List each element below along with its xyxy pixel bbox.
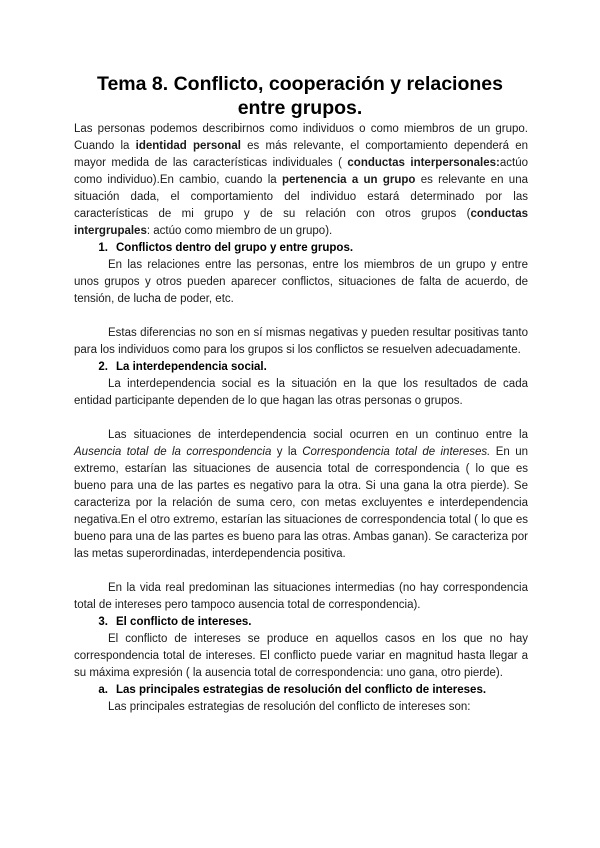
section-1-title: Conflictos dentro del grupo y entre grupos. xyxy=(116,242,354,254)
section-1-number: 1. xyxy=(98,242,108,254)
spacer xyxy=(74,563,528,580)
intro-text-4: es relevante en una situación dada, el comportamiento del individuo estará determinado por las características de mi grupo y de su relación con otros grupos ( xyxy=(74,174,528,220)
intro-text-5: : actúo como miembro de un grupo). xyxy=(146,225,333,237)
section-2-title: La interdependencia social. xyxy=(116,361,267,373)
spacer xyxy=(74,410,528,427)
section-3a-paragraph-1: Las principales estrategias de resolución del conflicto de intereses son: xyxy=(108,701,471,713)
section-2-text-a: Las situaciones de interdependencia social ocurren en un continuo entre la xyxy=(108,429,528,441)
section-1-paragraph-2: Estas diferencias no son en sí mismas negativas y pueden resultar positivas tanto para los individuos como para los grupos si los conflictos se resuelven adecuadamente. xyxy=(74,327,528,356)
intro-bold-2: conductas interpersonales: xyxy=(347,157,500,169)
intro-bold-3: pertenencia a un grupo xyxy=(281,174,416,186)
section-3a-number: a. xyxy=(98,684,108,696)
page-title: Tema 8. Conflicto, cooperación y relaciones entre grupos. xyxy=(96,73,503,119)
intro-text-3: actúo como individuo).En cambio, cuando la xyxy=(74,157,528,186)
section-2-italic-1: Ausencia total de la correspondencia xyxy=(74,446,272,458)
intro-text-1: Las personas podemos describirnos como individuos o como miembros de un grupo. Cuando la xyxy=(74,123,528,152)
section-2-number: 2. xyxy=(98,361,108,373)
section-3-paragraph-1: El conflicto de intereses se produce en aquellos casos en los que no hay correspondencia total de intereses. El conflicto puede variar en magnitud hasta llegar a su máxima expresión ( la ausencia total de correspondencia: uno gana, otro pierde). xyxy=(74,633,528,679)
section-3-heading xyxy=(74,614,528,631)
section-2-heading xyxy=(74,359,528,376)
section-3-number: 3. xyxy=(98,616,108,628)
section-2-paragraph-3: En la vida real predominan las situaciones intermedias (no hay correspondencia total de intereses pero tampoco ausencia total de correspondencia). xyxy=(74,582,528,611)
section-3-title: El conflicto de intereses. xyxy=(116,616,252,628)
section-2-italic-2: Correspondencia total de intereses. xyxy=(302,446,491,458)
section-1-paragraph-1: En las relaciones entre las personas, entre los miembros de un grupo y entre unos grupos y otros pueden aparecer conflictos, situaciones de falta de acuerdo, de tensión, de lucha de poder, etc. xyxy=(74,259,528,305)
section-3a-heading xyxy=(74,682,528,699)
section-1-heading xyxy=(74,240,528,257)
spacer xyxy=(74,308,528,325)
intro-text-2: es más relevante, el comportamiento dependerá en mayor medida de las características individuales ( xyxy=(74,140,529,169)
section-2-paragraph-1: La interdependencia social es la situación en la que los resultados de cada entidad participante dependen de lo que hagan las otras personas o grupos. xyxy=(74,378,528,407)
document-body xyxy=(74,121,528,716)
section-2-paragraph-2 xyxy=(74,427,528,563)
section-3a-title: Las principales estrategias de resolución del conflicto de intereses. xyxy=(116,684,487,696)
section-2-text-b: y la xyxy=(271,446,303,458)
intro-paragraph xyxy=(74,121,528,240)
intro-bold-1: identidad personal xyxy=(135,140,241,152)
section-2-text-c: En un extremo, estarían las situaciones de ausencia total de correspondencia ( lo que es bueno para una de las partes es negativo para la otra. Si una gana la otra pierde). Se caracteriza por la relación de suma cero, con metas excluyentes e interdependencia negativa.En el otro extremo, estarían las situaciones de correspondencia total ( lo que es bueno para una de las partes es bueno para las otras. Ambas ganan). Se caracteriza por las metas superordinadas, interdependencia positiva. xyxy=(74,446,529,560)
intro-bold-4: conductas intergrupales xyxy=(74,208,528,237)
